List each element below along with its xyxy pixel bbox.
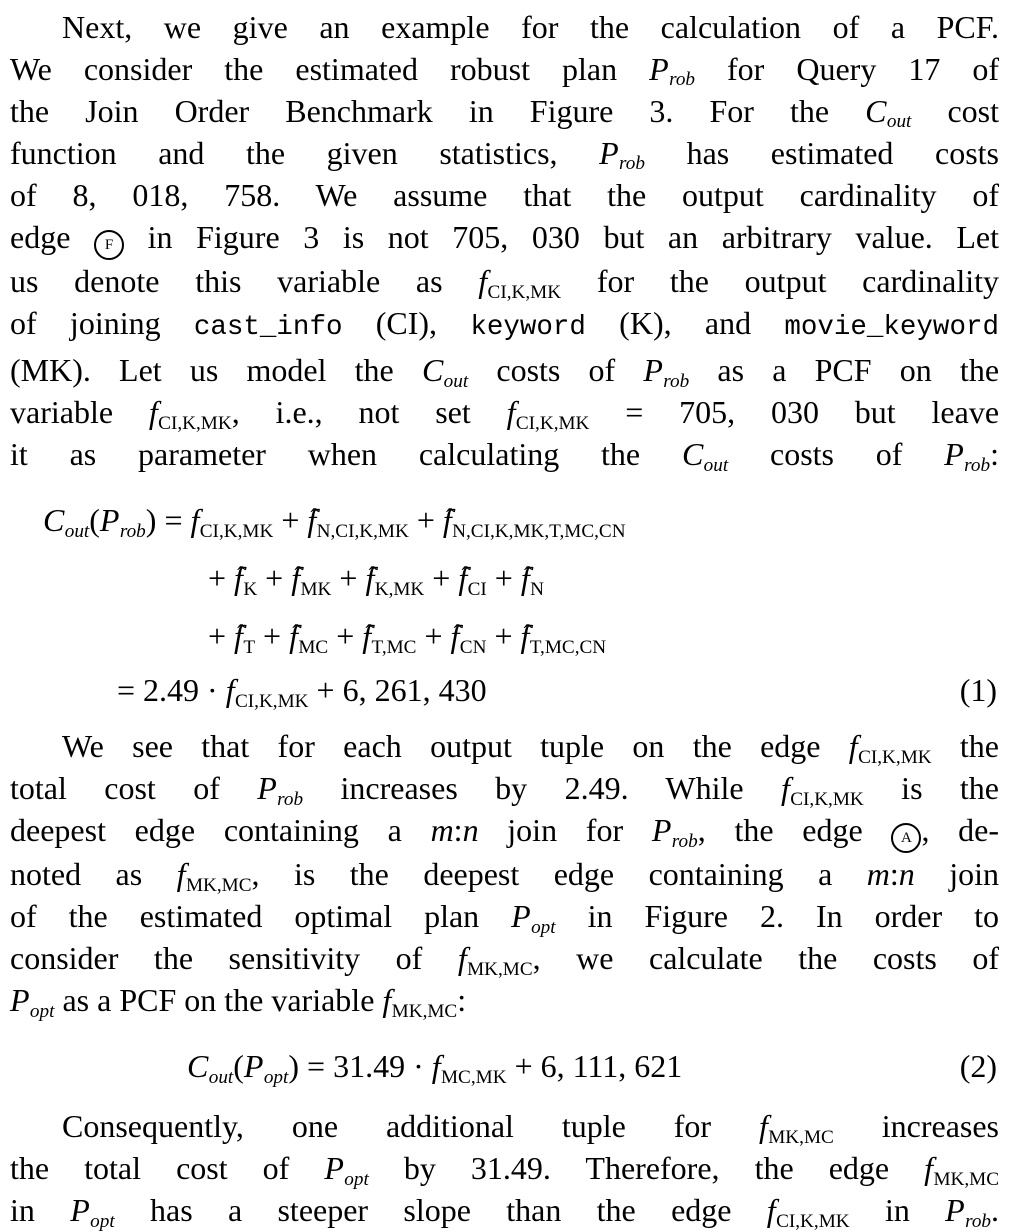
math-var-letter: P [324,1150,344,1187]
math-var-letter-hat: f ˆ [234,618,243,654]
text-run: + [416,618,451,655]
equation-line [10,549,999,607]
text-run: = 2.49 · [117,672,226,709]
text-run: for Query 17 of [695,51,1000,87]
code-identifier: movie_keyword [784,312,999,344]
math-var [10,982,55,1022]
text-line [10,853,999,895]
text-run: ) = 31.49 · [288,1048,432,1085]
math-var [243,1048,289,1088]
math-var-letter: C [421,352,444,389]
text-run: in Figure 2. In order to [555,898,1000,935]
math-var [457,940,533,980]
text-run: (CI), [342,305,471,342]
text-run: We see that for each output tuple on the edge [62,728,849,765]
equation-1 [10,491,999,715]
circled-edge-label-a: A [891,823,921,853]
text-line [10,48,999,90]
math-subscript: opt [344,1168,369,1190]
math-var [99,502,146,542]
math-italic: m [866,856,890,893]
math-italic: m [430,812,454,849]
math-var [643,352,690,392]
text-run: in [10,1192,71,1229]
text-run: + [486,560,521,597]
text-run: function and the given statistics, [10,135,600,171]
math-subscript: T,MC,CN [529,636,607,658]
math-var [382,982,458,1022]
math-var [599,135,645,175]
text-line [10,895,999,937]
math-var [307,502,409,542]
math-var-letter: P [257,770,277,807]
math-var [450,618,487,658]
text-run: join for [478,812,652,849]
text-run: + 6, 261, 430 [308,672,487,709]
math-subscript: CI,K,MK [234,690,309,712]
code-identifier: cast_info [193,312,343,344]
math-subscript: MC [298,636,329,658]
equation-number: (1) [959,672,997,709]
text-run: costs of [728,436,945,473]
text-run: (K), and [585,305,785,342]
text-line [10,216,999,260]
math-subscript: T,MC [371,636,417,658]
text-run: is the [863,770,999,807]
math-var-letter: P [511,898,531,935]
text-line [10,6,999,48]
math-var [234,618,256,658]
math-var-letter: f [758,1108,768,1145]
text-run: + [331,560,366,597]
equation-2 [10,1037,999,1095]
math-var [945,1192,992,1232]
text-line [10,809,999,853]
text-line [10,433,999,475]
math-subscript: opt [90,1210,115,1232]
math-var-letter-hat: f ˆ [289,618,298,654]
math-subscript: rob [964,454,991,476]
text-run: the Join Order Benchmark in Figure 3. For the [10,93,866,129]
math-subscript: N,CI,K,MK,T,MC,CN [452,520,626,542]
math-subscript: MK,MC [933,1168,1000,1190]
math-var [148,394,232,434]
math-var [190,502,274,542]
math-var [291,560,332,600]
text-run: We consider the estimated robust plan [10,51,650,87]
text-run: increases [833,1108,1000,1145]
text-run: deepest edge containing a [10,812,431,849]
math-var [234,560,258,600]
math-subscript: CI,K,MK [776,1210,850,1232]
math-var [70,1192,115,1232]
text-run: us denote this variable as [10,263,479,300]
text-run: . [991,1192,1000,1229]
text-line [10,1189,999,1231]
math-var [758,1108,834,1148]
text-run: , is the deepest edge containing a [251,856,867,893]
math-var-letter: P [651,812,672,849]
math-subscript: out [208,1066,234,1088]
math-subscript: MK,MC [391,1000,458,1022]
math-subscript: MK,MC [185,874,252,896]
math-var [651,812,698,852]
math-subscript: rob [663,370,690,392]
math-var-letter-hat: f ˆ [307,502,316,538]
text-run: as a PCF on the [689,352,1000,389]
text-line [10,132,999,174]
math-subscript: rob [671,830,698,852]
text-run: + [486,618,521,655]
math-subscript: rob [277,788,304,810]
math-var-letter: f [190,502,200,539]
text-line [10,937,999,979]
math-var-letter: C [865,93,887,129]
code-identifier: keyword [470,312,586,344]
text-run: in Figure 3 is not 705, 030 but an arbitrary value. Let [124,219,1000,255]
text-line [10,174,999,216]
text-run: as a PCF on the variable [54,982,383,1019]
math-subscript: T [243,636,256,658]
math-subscript: out [886,111,912,133]
text-run: + [208,560,235,597]
math-var-letter: P [945,1192,965,1229]
math-var [520,618,607,658]
text-run: it as parameter when calculating the [10,436,682,473]
math-var [187,1048,234,1088]
text-run: ( [233,1048,244,1085]
math-var-letter-hat: f ˆ [291,560,300,596]
text-run: ( [89,502,100,539]
math-subscript: opt [263,1066,289,1088]
text-line [10,391,999,433]
text-run: Next, we give an example for the calculation of a PCF. [62,9,999,45]
math-subscript: opt [29,1000,55,1022]
paragraph-3 [10,1105,999,1231]
math-var-letter: P [70,1192,90,1229]
math-subscript: MK,MC [467,958,533,980]
math-var-letter: f [382,982,392,1019]
math-var-letter: P [10,982,30,1019]
math-subscript: CI,K,MK [487,281,562,303]
math-var-letter: f [478,263,488,300]
text-line [10,725,999,767]
math-var [176,856,252,896]
math-subscript: N,CI,K,MK [316,520,409,542]
math-var-letter: f [148,394,158,431]
math-var [681,436,729,476]
math-var [520,560,544,600]
math-var-letter: f [780,770,790,807]
math-var-letter: C [43,502,65,539]
math-var [944,436,991,476]
text-run: : [889,856,899,893]
math-var-letter: P [649,51,669,87]
text-line [10,1105,999,1147]
equation-line [10,1037,999,1095]
math-var-letter-hat: f ˆ [443,502,452,538]
math-subscript: MK [300,578,332,600]
text-run: consider the sensitivity of [10,940,458,977]
math-subscript: K,MK [374,578,425,600]
text-run: has estimated costs [645,135,1000,171]
text-run: costs of [468,352,644,389]
math-subscript: CI,K,MK [858,746,932,768]
text-run: by 31.49. Therefore, the edge [368,1150,925,1187]
math-var [365,560,425,600]
text-run: (MK). Let us model the [10,352,422,389]
text-run: increases by 2.49. While [303,770,781,807]
equation-line [10,607,999,665]
math-var [362,618,417,658]
math-var [324,1150,369,1190]
text-run: + [273,502,308,539]
math-subscript: rob [669,69,696,91]
math-var-letter-hat: f ˆ [521,560,530,596]
text-run: + [328,618,363,655]
math-var [506,394,590,434]
math-var-letter-hat: f ˆ [521,618,530,654]
math-var-letter-hat: f ˆ [362,618,371,654]
math-var [421,352,469,392]
math-subscript: out [703,454,729,476]
math-var [649,51,696,91]
equation-line [10,491,999,549]
text-run: + [208,618,235,655]
math-subscript: rob [119,520,146,542]
text-line [10,260,999,302]
text-line [10,90,999,132]
equation-number: (2) [959,1048,997,1085]
text-run: : [990,436,1000,473]
text-run: of the estimated optimal plan [10,898,512,935]
text-line [10,302,999,349]
math-var-letter: P [599,135,619,171]
math-var-letter-hat: f ˆ [458,560,467,596]
text-run: + 6, 111, 621 [506,1048,683,1085]
text-run: : [457,982,467,1019]
text-line [10,979,999,1021]
math-var [458,560,487,600]
math-var-letter: P [99,502,120,539]
math-var-letter-hat: f ˆ [365,560,374,596]
text-run: cost [911,93,1000,129]
text-run: join [914,856,1000,893]
text-run: the [931,728,1000,765]
math-var [848,728,932,768]
equation-line [10,665,999,715]
math-var-letter: P [243,1048,264,1085]
math-subscript: out [443,370,469,392]
text-run: edge [10,219,95,255]
math-subscript: CI,K,MK [790,788,864,810]
math-subscript: out [64,520,90,542]
math-var-letter: C [187,1048,209,1085]
math-var-letter: f [766,1192,776,1229]
text-run: in [849,1192,946,1229]
math-var-letter: P [643,352,663,389]
text-run: noted as [10,856,177,893]
math-subscript: MC,MK [440,1066,507,1088]
math-var-letter: P [944,436,964,473]
text-run: for the output cardinality [561,263,999,300]
math-subscript: CI,K,MK [199,520,274,542]
text-run: of joining [10,305,194,342]
text-run: + [408,502,443,539]
math-var [766,1192,850,1232]
math-var [43,502,90,542]
math-var [780,770,864,810]
text-run: + [255,618,290,655]
math-subscript: CI [467,578,487,600]
math-italic: n [898,856,915,893]
math-var-letter: f [457,940,467,977]
text-run: , we calculate the costs of [532,940,1000,977]
text-run: total cost of [10,770,258,807]
math-var-letter: f [848,728,858,765]
text-run: : [453,812,463,849]
math-subscript: CI,K,MK [158,412,232,434]
math-italic: n [462,812,479,849]
text-run: , de- [921,812,1000,849]
text-run: = 705, 030 but leave [589,394,1000,431]
math-subscript: rob [965,1210,992,1232]
math-var-letter: f [176,856,186,893]
text-run: the total cost of [10,1150,325,1187]
math-var [257,770,304,810]
text-run: of 8, 018, 758. We assume that the output cardinality of [10,177,999,213]
text-run: ) = [145,502,191,539]
math-subscript: N [530,578,544,600]
math-var-letter-hat: f ˆ [234,560,243,596]
text-run: has a steeper slope than the edge [114,1192,767,1229]
math-var-letter: f [431,1048,441,1085]
math-var-letter: C [681,436,704,473]
math-var [431,1048,507,1088]
math-var [478,263,562,303]
math-var [865,93,912,133]
text-run: , i.e., not set [231,394,507,431]
text-run: + [257,560,292,597]
math-subscript: CN [459,636,487,658]
circled-edge-label-f: F [94,230,124,260]
math-var-letter: f [225,672,235,709]
math-var [442,502,626,542]
math-var [289,618,329,658]
text-line [10,1147,999,1189]
paragraph-1 [10,6,999,475]
paragraph-2 [10,725,999,1021]
text-run: + [424,560,459,597]
math-subscript: K [243,578,258,600]
text-line [10,767,999,809]
math-subscript: rob [619,153,645,175]
text-run: Consequently, one additional tuple for [62,1108,759,1145]
math-var [924,1150,1000,1190]
math-subscript: CI,K,MK [515,412,590,434]
text-run: variable [10,394,149,431]
math-var-letter: f [506,394,516,431]
math-var [511,898,556,938]
math-var [225,672,309,712]
math-var-letter-hat: f ˆ [451,618,460,654]
text-run: , the edge [697,812,892,849]
math-subscript: opt [531,916,556,938]
math-var-letter: f [924,1150,934,1187]
text-line [10,349,999,391]
math-subscript: MK,MC [768,1126,834,1148]
